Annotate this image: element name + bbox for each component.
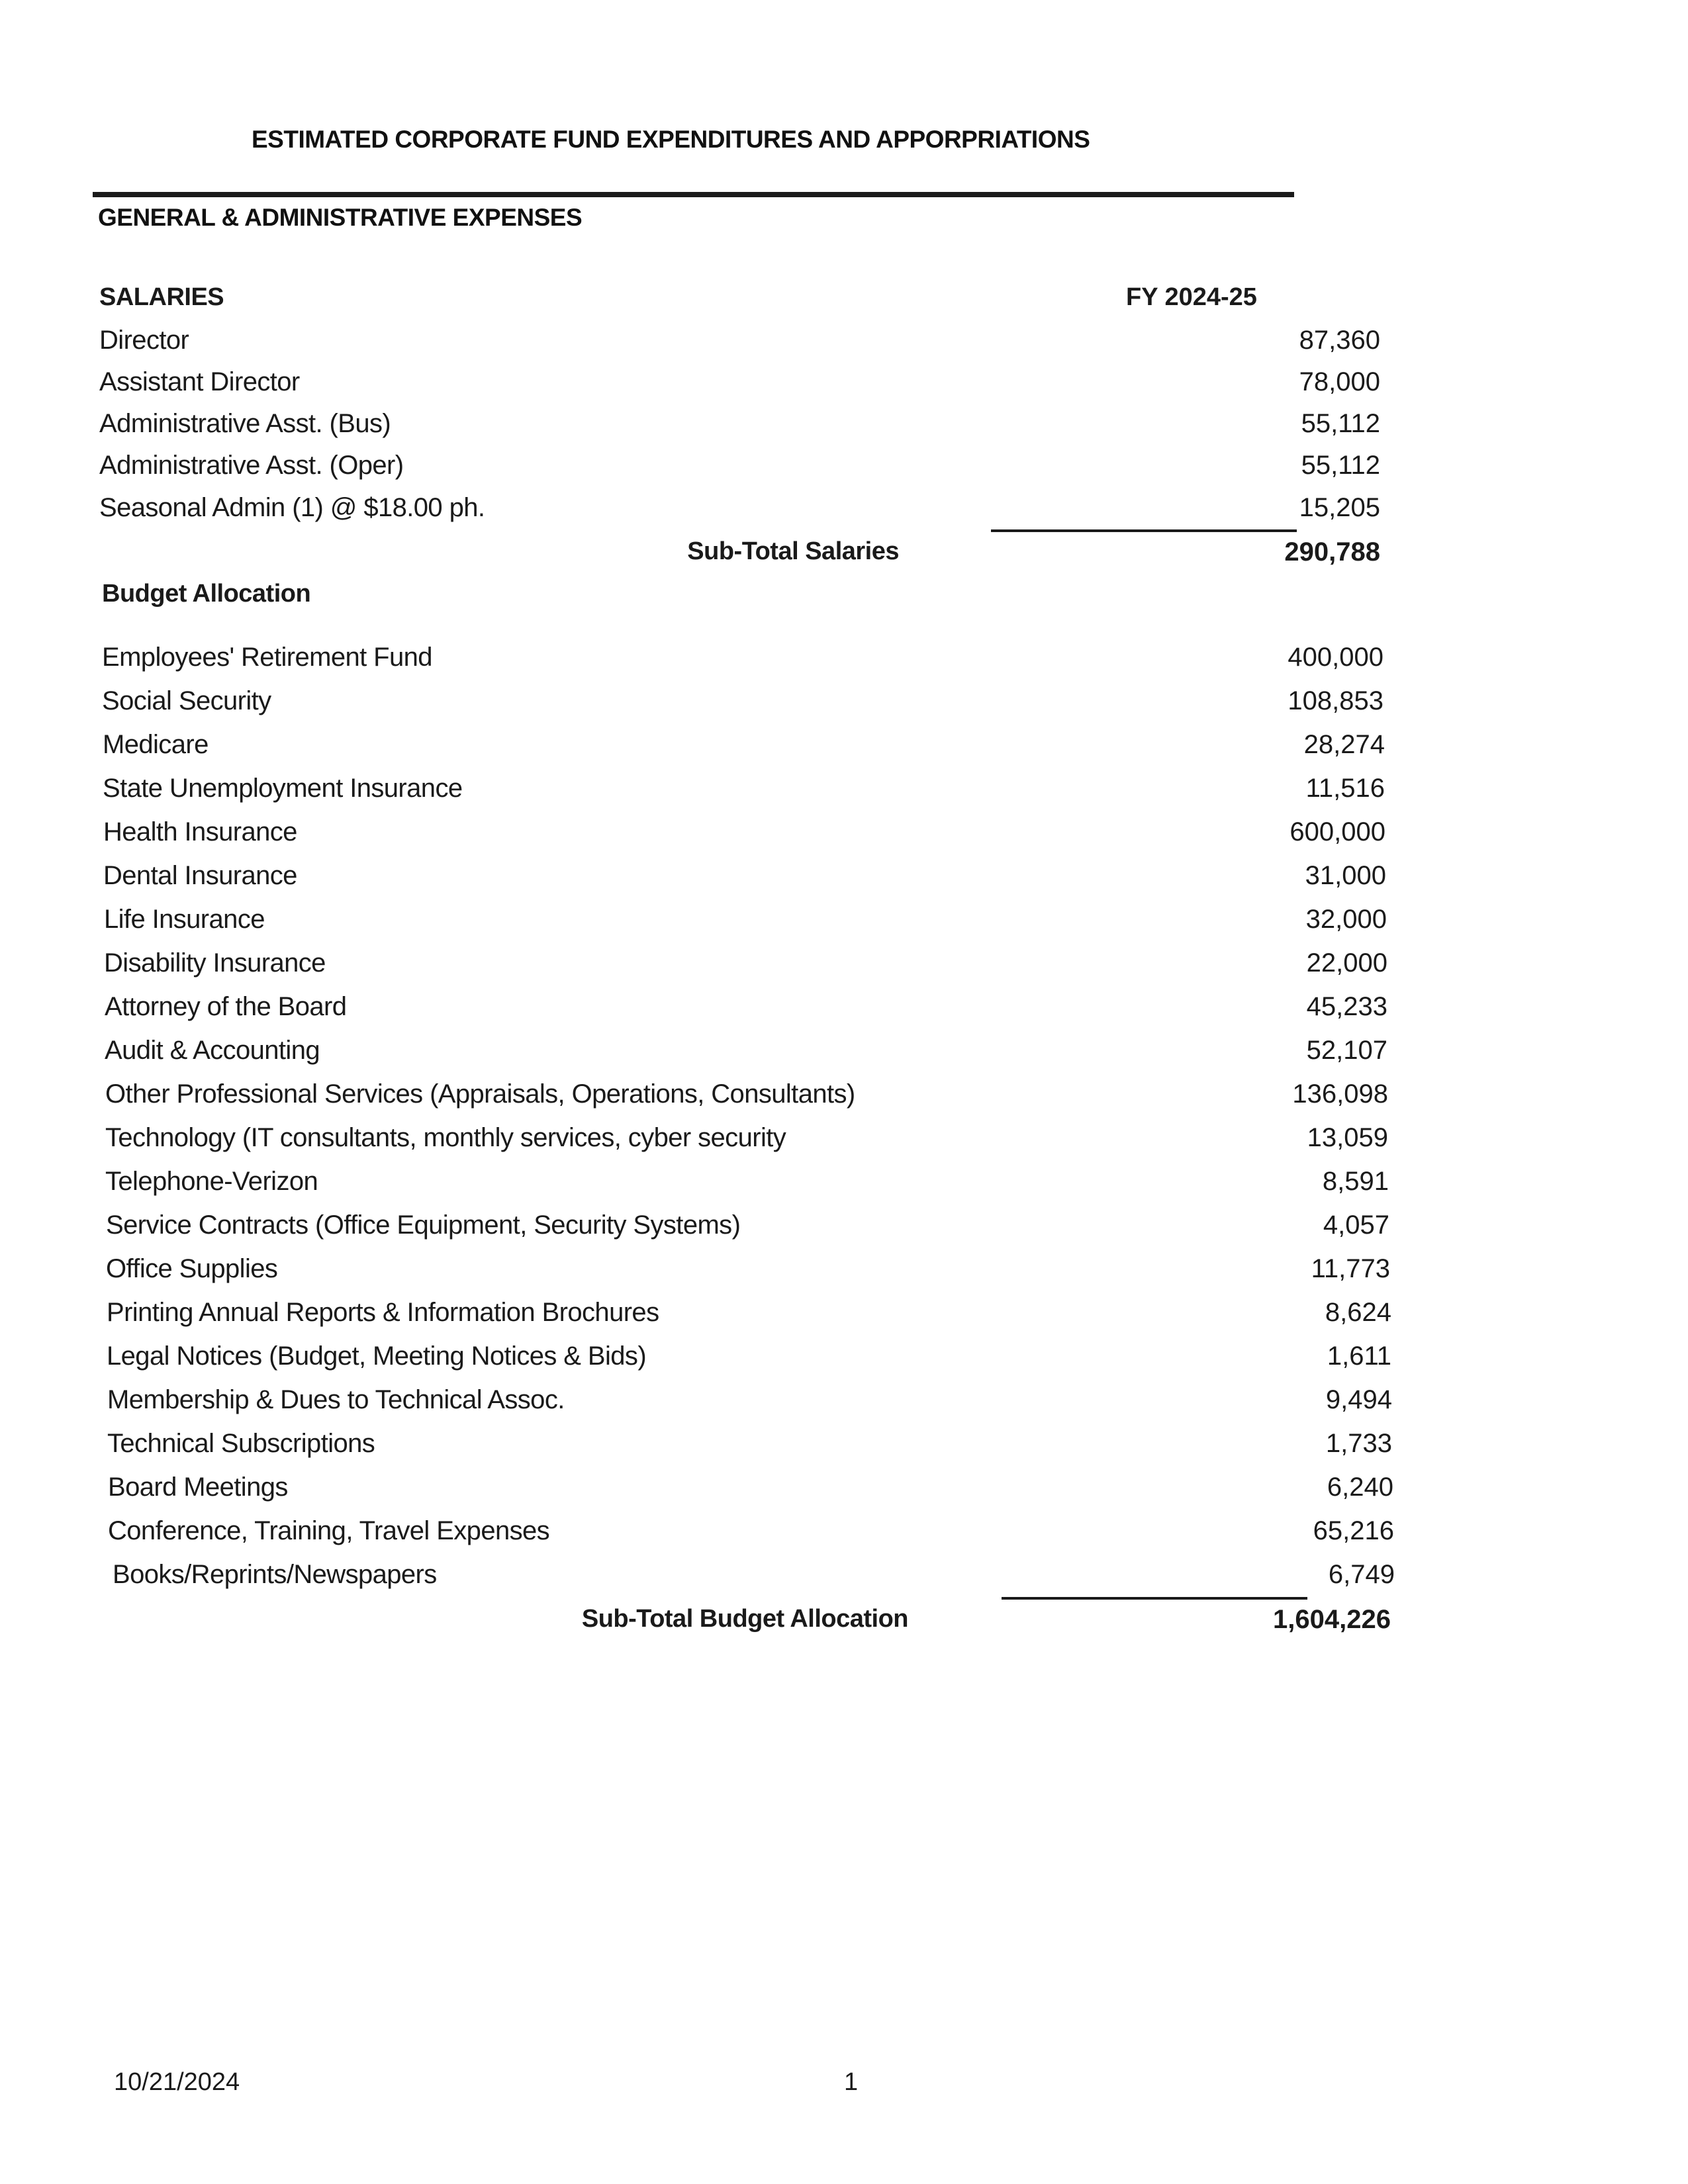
line-item-label: Telephone-Verizon — [105, 1167, 318, 1196]
line-item-amount: 22,000 — [1306, 948, 1387, 978]
line-item-amount: 1,611 — [1327, 1342, 1391, 1371]
line-item-label: Social Security — [102, 686, 271, 715]
line-item-label: Office Supplies — [106, 1254, 278, 1283]
budget-allocation-heading: Budget Allocation — [102, 580, 311, 608]
line-item-amount: 4,057 — [1323, 1210, 1389, 1240]
fiscal-year-column-header: FY 2024-25 — [1126, 283, 1257, 311]
line-item-amount: 9,494 — [1325, 1385, 1392, 1414]
line-item-amount: 15,205 — [1299, 493, 1380, 522]
line-item-label: Administrative Asst. (Oper) — [99, 451, 404, 480]
subtotal-amount: 1,604,226 — [1273, 1605, 1391, 1634]
budget-row — [103, 774, 1385, 811]
line-item-label: Assistant Director — [99, 367, 300, 396]
budget-row — [107, 1298, 1391, 1335]
salaries-heading: SALARIES — [99, 283, 224, 311]
line-item-amount: 28,274 — [1303, 730, 1385, 759]
budget-row — [106, 1254, 1390, 1291]
budget-row — [103, 861, 1386, 898]
subtotal-label: Sub-Total Salaries — [687, 537, 899, 565]
line-item-label: Administrative Asst. (Bus) — [99, 409, 391, 438]
budget-row — [103, 817, 1385, 854]
line-item-amount: 87,360 — [1299, 326, 1380, 355]
line-item-amount: 8,624 — [1325, 1298, 1391, 1327]
salary-row — [99, 409, 1380, 446]
line-item-amount: 6,749 — [1328, 1560, 1395, 1589]
line-item-amount: 600,000 — [1289, 817, 1385, 846]
budget-row — [102, 686, 1383, 723]
line-item-amount: 52,107 — [1306, 1036, 1387, 1065]
budget-row — [107, 1342, 1391, 1379]
line-item-amount: 32,000 — [1305, 905, 1387, 934]
line-item-label: Life Insurance — [104, 905, 265, 934]
line-item-label: Service Contracts (Office Equipment, Security Systems) — [106, 1210, 741, 1240]
line-item-label: Technical Subscriptions — [107, 1429, 375, 1458]
line-item-label: Disability Insurance — [104, 948, 326, 978]
line-item-label: Membership & Dues to Technical Assoc. — [107, 1385, 565, 1414]
subtotal-amount: 290,788 — [1284, 537, 1380, 567]
line-item-amount: 11,516 — [1305, 774, 1385, 803]
budget-subtotal-row — [99, 1605, 1391, 1642]
line-item-label: State Unemployment Insurance — [103, 774, 463, 803]
budget-allocation-header-row — [102, 580, 1293, 617]
budget-row — [105, 992, 1387, 1029]
line-item-label: Conference, Training, Travel Expenses — [108, 1516, 550, 1545]
budget-row — [105, 1036, 1387, 1073]
budget-row — [107, 1385, 1392, 1422]
line-item-label: Other Professional Services (Appraisals, Operations, Consultants) — [105, 1079, 855, 1109]
header-divider — [93, 192, 1294, 197]
budget-row — [104, 905, 1387, 942]
budget-row — [106, 1210, 1389, 1248]
line-item-amount: 55,112 — [1301, 409, 1380, 438]
line-item-label: Dental Insurance — [103, 861, 297, 890]
line-item-label: Employees' Retirement Fund — [102, 643, 432, 672]
line-item-label: Health Insurance — [103, 817, 297, 846]
line-item-amount: 13,059 — [1307, 1123, 1388, 1152]
line-item-amount: 65,216 — [1313, 1516, 1394, 1545]
line-item-label: Technology (IT consultants, monthly services, cyber security — [105, 1123, 786, 1152]
budget-row — [108, 1473, 1393, 1510]
line-item-amount: 1,733 — [1325, 1429, 1392, 1458]
line-item-label: Seasonal Admin (1) @ $18.00 ph. — [99, 493, 485, 522]
line-item-amount: 31,000 — [1305, 861, 1386, 890]
line-item-amount: 11,773 — [1311, 1254, 1390, 1283]
line-item-amount: 45,233 — [1306, 992, 1387, 1021]
line-item-amount: 400,000 — [1288, 643, 1383, 672]
document-title: ESTIMATED CORPORATE FUND EXPENDITURES AND APPORPRIATIONS — [252, 126, 1090, 153]
line-item-label: Printing Annual Reports & Information Brochures — [107, 1298, 659, 1327]
salary-row — [99, 367, 1380, 404]
line-item-label: Audit & Accounting — [105, 1036, 320, 1065]
budget-subtotal-rule — [1002, 1597, 1307, 1600]
salary-row — [99, 451, 1380, 488]
line-item-label: Medicare — [103, 730, 209, 759]
salary-row — [99, 493, 1380, 530]
budget-row — [105, 1079, 1388, 1116]
salaries-header-row — [99, 283, 1291, 320]
line-item-amount: 6,240 — [1327, 1473, 1393, 1502]
salaries-subtotal-rule — [991, 529, 1297, 532]
page-number: 1 — [844, 2068, 859, 2096]
line-item-label: Attorney of the Board — [105, 992, 347, 1021]
budget-row — [113, 1560, 1395, 1597]
line-item-amount: 8,591 — [1322, 1167, 1389, 1196]
budget-row — [108, 1516, 1394, 1553]
budget-row — [103, 730, 1385, 767]
budget-row — [105, 1123, 1388, 1160]
footer-date: 10/21/2024 — [114, 2068, 240, 2096]
budget-row — [107, 1429, 1392, 1466]
line-item-amount: 136,098 — [1292, 1079, 1388, 1109]
line-item-label: Board Meetings — [108, 1473, 288, 1502]
salary-row — [99, 326, 1380, 363]
budget-row — [102, 643, 1383, 680]
line-item-amount: 78,000 — [1299, 367, 1380, 396]
section-heading: GENERAL & ADMINISTRATIVE EXPENSES — [98, 204, 583, 231]
line-item-label: Books/Reprints/Newspapers — [113, 1560, 437, 1589]
budget-row — [104, 948, 1387, 985]
line-item-amount: 55,112 — [1301, 451, 1380, 480]
line-item-label: Legal Notices (Budget, Meeting Notices & Bids) — [107, 1342, 647, 1371]
salaries-subtotal-row — [99, 537, 1380, 574]
subtotal-label: Sub-Total Budget Allocation — [581, 1605, 908, 1633]
budget-row — [105, 1167, 1389, 1204]
line-item-amount: 108,853 — [1288, 686, 1383, 715]
line-item-label: Director — [99, 326, 189, 355]
